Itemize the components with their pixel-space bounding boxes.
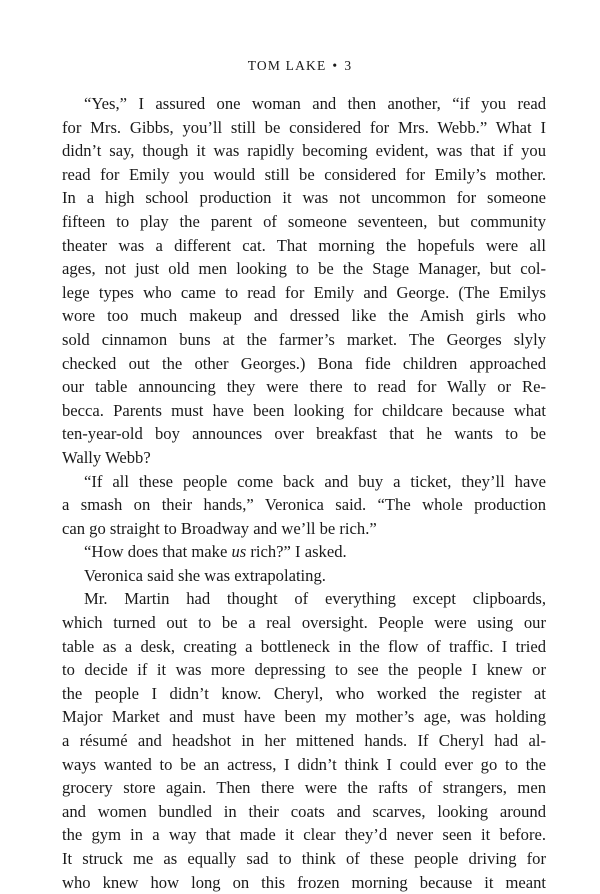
text-line: a smash on their hands,” Veronica said. “The whole production xyxy=(62,495,546,515)
text-line: our table announcing they were there to read for Wally or Re- xyxy=(62,377,546,397)
text-line: lege types who came to read for Emily and George. (The Emilys xyxy=(62,282,546,302)
text-line: didn’t say, though it was rapidly becoming evident, was that if you xyxy=(62,141,546,161)
text-line: the people I didn’t know. Cheryl, who worked the register at xyxy=(62,683,546,703)
text-line: Wally Webb? xyxy=(62,447,151,467)
emphasis-text: us xyxy=(231,542,247,562)
text-line: ten-year-old boy announces over breakfast that he wants to be xyxy=(62,424,546,444)
text-line: checked out the other Georges.) Bona fide children approached xyxy=(62,353,546,373)
text-line: a résumé and headshot in her mittened hands. If Cheryl had al- xyxy=(62,731,546,751)
text-line: ways wanted to be an actress, I didn’t think I could ever go to the xyxy=(62,754,546,774)
body-text xyxy=(62,92,546,894)
text-line: wore too much makeup and dressed like the Amish girls who xyxy=(62,306,546,326)
text-line: to decide if it was more depressing to see the people I knew or xyxy=(62,660,546,680)
text-line: fifteen to play the parent of someone seventeen, but community xyxy=(62,211,546,231)
page-number: 3 xyxy=(344,58,353,73)
text-line: can go straight to Broadway and we’ll be rich.” xyxy=(62,518,377,538)
text-line: which turned out to be a real oversight. People were using our xyxy=(62,613,546,633)
running-header xyxy=(0,58,600,74)
text-line: “Yes,” I assured one woman and then another, “if you read xyxy=(84,94,546,113)
text-segment: “How does that make xyxy=(84,542,232,562)
text-line: and women bundled in their coats and scarves, looking around xyxy=(62,801,546,821)
book-title: TOM LAKE xyxy=(247,58,327,73)
header-separator: • xyxy=(332,58,339,73)
text-line: table as a desk, creating a bottleneck in the flow of traffic. I tried xyxy=(62,636,546,656)
text-line: read for Emily you would still be considered for Emily’s mother. xyxy=(62,164,546,184)
text-line: the gym in a way that made it clear they’d never seen it before. xyxy=(62,825,546,845)
text-line: “If all these people come back and buy a ticket, they’ll have xyxy=(84,471,546,491)
text-line: sold cinnamon buns at the farmer’s market. The Georges slyly xyxy=(62,329,546,349)
text-line: grocery store again. Then there were the rafts of strangers, men xyxy=(62,778,546,798)
text-line: In a high school production it was not uncommon for someone xyxy=(62,188,546,208)
text-segment: rich?” I asked. xyxy=(246,542,347,562)
text-line xyxy=(62,540,546,564)
text-line: Mr. Martin had thought of everything except clipboards, xyxy=(84,589,546,609)
text-line: It struck me as equally sad to think of these people driving for xyxy=(62,849,546,868)
text-line: theater was a different cat. That morning the hopefuls were all xyxy=(62,235,546,255)
text-line: for Mrs. Gibbs, you’ll still be considered for Mrs. Webb.” What I xyxy=(62,117,546,137)
text-line: Veronica said she was extrapolating. xyxy=(84,565,326,585)
text-line: ages, not just old men looking to be the Stage Manager, but col- xyxy=(62,259,546,279)
text-line: who knew how long on this frozen morning because it meant xyxy=(62,872,546,892)
text-line: Major Market and must have been my mother’s age, was holding xyxy=(62,707,546,727)
text-line: becca. Parents must have been looking for childcare because what xyxy=(62,400,546,420)
